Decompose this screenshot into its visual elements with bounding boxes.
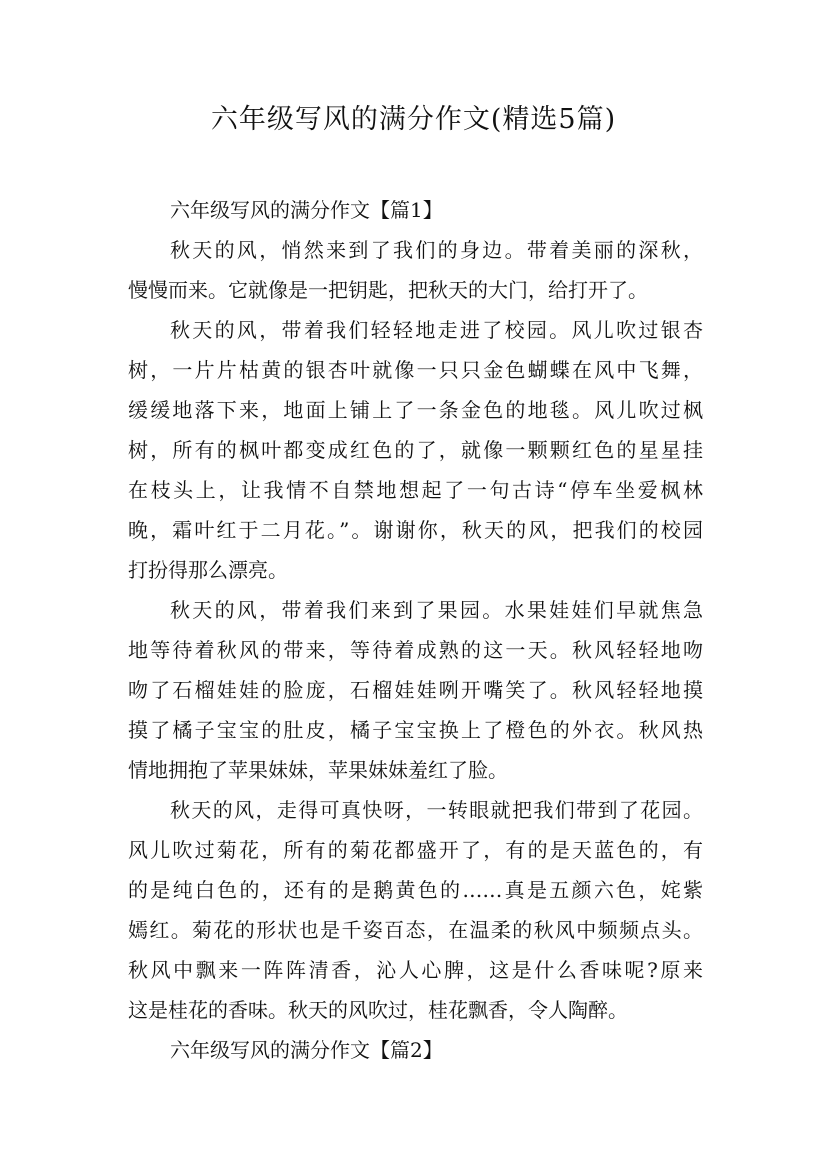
paragraph-line: 情地拥抱了苹果妹妹，苹果妹妹羞红了脸。 <box>128 758 508 782</box>
paragraph-line: 秋风中飘来一阵阵清香，沁人心脾，这是什么香味呢?原来 <box>128 958 703 982</box>
paragraph-line: 晚，霜叶红于二月花。”。谢谢你，秋天的风，把我们的校园 <box>128 518 703 542</box>
paragraph-line: 风儿吹过菊花，所有的菊花都盛开了，有的是天蓝色的，有 <box>128 838 703 862</box>
paragraph-line: 打扮得那么漂亮。 <box>128 558 288 582</box>
section-heading-1: 六年级写风的满分作文【篇1】 <box>170 198 443 222</box>
paragraph-line: 嫣红。菊花的形状也是千姿百态，在温柔的秋风中频频点头。 <box>128 918 703 942</box>
paragraph-line: 地等待着秋风的带来，等待着成熟的这一天。秋风轻轻地吻 <box>128 638 703 662</box>
paragraph-line: 树，所有的枫叶都变成红色的了，就像一颗颗红色的星星挂 <box>128 438 703 462</box>
paragraph-line: 缓缓地落下来，地面上铺上了一条金色的地毯。风儿吹过枫 <box>128 398 703 422</box>
paragraph-line: 吻了石榴娃娃的脸庞，石榴娃娃咧开嘴笑了。秋风轻轻地摸 <box>128 678 703 702</box>
paragraph-line: 在枝头上，让我情不自禁地想起了一句古诗“停车坐爱枫林 <box>128 478 703 502</box>
document-body <box>128 190 703 1070</box>
paragraph-line: 摸了橘子宝宝的肚皮，橘子宝宝换上了橙色的外衣。秋风热 <box>128 718 703 742</box>
section-heading-2: 六年级写风的满分作文【篇2】 <box>170 1038 443 1062</box>
paragraph-line: 秋天的风，带着我们来到了果园。水果娃娃们早就焦急 <box>170 598 703 622</box>
paragraph-line: 秋天的风，带着我们轻轻地走进了校园。风儿吹过银杏 <box>170 318 703 342</box>
paragraph-line: 的是纯白色的，还有的是鹅黄色的……真是五颜六色，姹紫 <box>128 878 703 902</box>
paragraph-line: 秋天的风，悄然来到了我们的身边。带着美丽的深秋， <box>170 238 703 262</box>
paragraph-line: 慢慢而来。它就像是一把钥匙，把秋天的大门，给打开了。 <box>128 278 648 302</box>
paragraph-line: 秋天的风，走得可真快呀，一转眼就把我们带到了花园。 <box>170 798 703 822</box>
paragraph-line: 树，一片片枯黄的银杏叶就像一只只金色蝴蝶在风中飞舞， <box>128 358 703 382</box>
paragraph-line: 这是桂花的香味。秋天的风吹过，桂花飘香，令人陶醉。 <box>128 998 628 1022</box>
document-title: 六年级写风的满分作文(精选5篇) <box>210 104 617 135</box>
